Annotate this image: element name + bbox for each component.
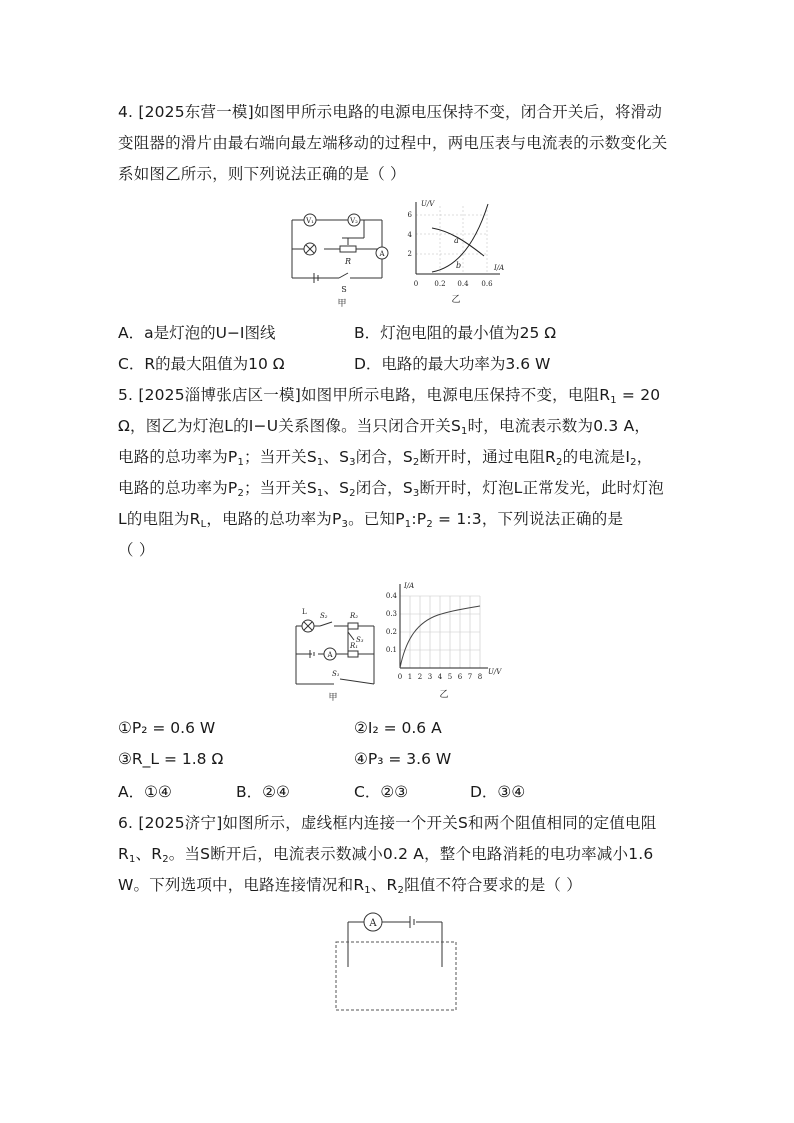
ammeter-label: A (369, 918, 377, 929)
r1-label: R₁ (350, 642, 359, 650)
x-tick: 1 (407, 673, 413, 681)
x-tick: 5 (447, 673, 453, 681)
q5-statement-1: ①P₂ = 0.6 W (118, 719, 216, 737)
y-tick: 0.3 (385, 610, 397, 618)
figure-caption-yi: 乙 (439, 690, 449, 700)
q4-stem-line-2: 变阻器的滑片由最右端向最左端移动的过程中，两电压表与电流表的示数变化关 (118, 134, 668, 152)
q5-option-a[interactable]: A．①④ (118, 783, 172, 801)
q5-stem-line-6: （ ） (118, 541, 155, 559)
resistor-r1-icon (348, 651, 358, 657)
q6-stem-line-1: 6. [2025济宁]如图所示，虚线框内连接一个开关S和两个阻值相同的定值电阻 (118, 814, 657, 832)
q5-statement-3: ③R_L = 1.8 Ω (118, 750, 224, 768)
q6-stem-line-3: W。下列选项中，电路连接情况和$R_1$、$R_2$阻值不符合要求的是（ ） (118, 876, 582, 896)
figure-caption-jia: 甲 (328, 693, 338, 703)
voltmeter-v2-label: V₂ (350, 217, 358, 225)
x-tick: 2 (417, 673, 423, 681)
q5-circuit-figure (288, 600, 384, 705)
q5-option-c[interactable]: C．②③ (354, 783, 409, 801)
x-tick: 3 (427, 673, 433, 681)
y-axis-label: U/V (421, 200, 435, 208)
q4-circuit-figure (284, 200, 404, 310)
q4-ui-graph (404, 198, 514, 310)
lamp-label: L (302, 608, 307, 616)
x-tick: 0 (397, 673, 403, 681)
y-tick: 6 (407, 211, 412, 219)
q6-circuit-figure (330, 905, 464, 1015)
x-tick: 4 (437, 673, 443, 681)
q5-iu-graph (378, 578, 508, 704)
ammeter-label: A (379, 250, 385, 258)
y-axis-label: I/A (404, 582, 415, 590)
figure-caption-jia: 甲 (337, 299, 347, 309)
q5-stem-line-5: L的电阻为$R_L$，电路的总功率为$P_3$。已知$P_1:P_2$ = 1:3，下列说法正确的是 (118, 510, 624, 530)
x-tick: 0 (413, 280, 419, 288)
y-tick: 0.1 (385, 646, 397, 654)
q5-stem-line-4: 电路的总功率为$P_2$；当开关$S_1$、$S_2$闭合，$S_3$断开时，灯泡L正常发光，此时灯泡 (118, 479, 664, 499)
x-tick: 0.4 (457, 280, 469, 288)
q4-option-d[interactable]: D．电路的最大功率为3.6 W (354, 355, 551, 373)
ammeter-label: A (327, 651, 333, 659)
switch-s2-label: S₂ (320, 612, 328, 620)
curve-a-label: a (454, 236, 459, 245)
q4-stem-line-3: 系如图乙所示，则下列说法正确的是（ ） (118, 165, 406, 183)
q5-stem-line-2: Ω，图乙为灯泡L的I−U关系图像。当只闭合开关$S_1$时，电流表示数为0.3 A， (118, 417, 651, 437)
x-tick: 8 (477, 673, 483, 681)
x-tick: 7 (467, 673, 473, 681)
q5-option-d[interactable]: D．③④ (470, 783, 526, 801)
dashed-box (336, 942, 456, 1010)
q5-option-b[interactable]: B．②④ (236, 783, 290, 801)
switch-s3-label: S₃ (356, 636, 364, 644)
switch-label: S (341, 285, 347, 294)
rheostat-label: R (344, 257, 352, 266)
x-tick: 0.6 (481, 280, 493, 288)
q4-option-a[interactable]: A．a是灯泡的U−I图线 (118, 324, 276, 342)
y-tick: 4 (407, 231, 412, 239)
q5-statement-2: ②I₂ = 0.6 A (354, 719, 442, 737)
q6-stem-line-2: $R_1$、$R_2$。当S断开后，电流表示数减小0.2 A，整个电路消耗的电功率减小1.6 (118, 845, 654, 865)
x-tick: 0.2 (434, 280, 446, 288)
y-tick: 2 (407, 250, 412, 258)
switch-s1-label: S₁ (332, 670, 340, 678)
x-axis-label: I/A (494, 264, 505, 272)
q4-option-b[interactable]: B．灯泡电阻的最小值为25 Ω (354, 324, 557, 342)
r2-label: R₂ (350, 612, 359, 620)
y-tick: 0.4 (385, 592, 397, 600)
curve-b-label: b (456, 261, 462, 270)
resistor-r2-icon (348, 623, 358, 629)
q5-stem-line-3: 电路的总功率为$P_1$；当开关$S_1$、$S_3$闭合，$S_2$断开时，通过电阻$R_2$的电流是$I_2$， (118, 448, 653, 468)
q5-stem-line-1: 5. [2025淄博张店区一模]如图甲所示电路，电源电压保持不变，电阻$R_1 = 20$ (118, 386, 661, 406)
x-tick: 6 (457, 673, 463, 681)
voltmeter-v1-label: V₁ (306, 217, 314, 225)
y-tick: 0.2 (385, 628, 397, 636)
q5-statement-4: ④P₃ = 3.6 W (354, 750, 452, 768)
q4-stem-line-1: 4. [2025东营一模]如图甲所示电路的电源电压保持不变，闭合开关后，将滑动 (118, 103, 663, 121)
rheostat-icon (340, 246, 356, 252)
q4-option-c[interactable]: C．R的最大阻值为10 Ω (118, 355, 285, 373)
figure-caption-yi: 乙 (451, 295, 461, 305)
x-axis-label: U/V (488, 668, 502, 676)
